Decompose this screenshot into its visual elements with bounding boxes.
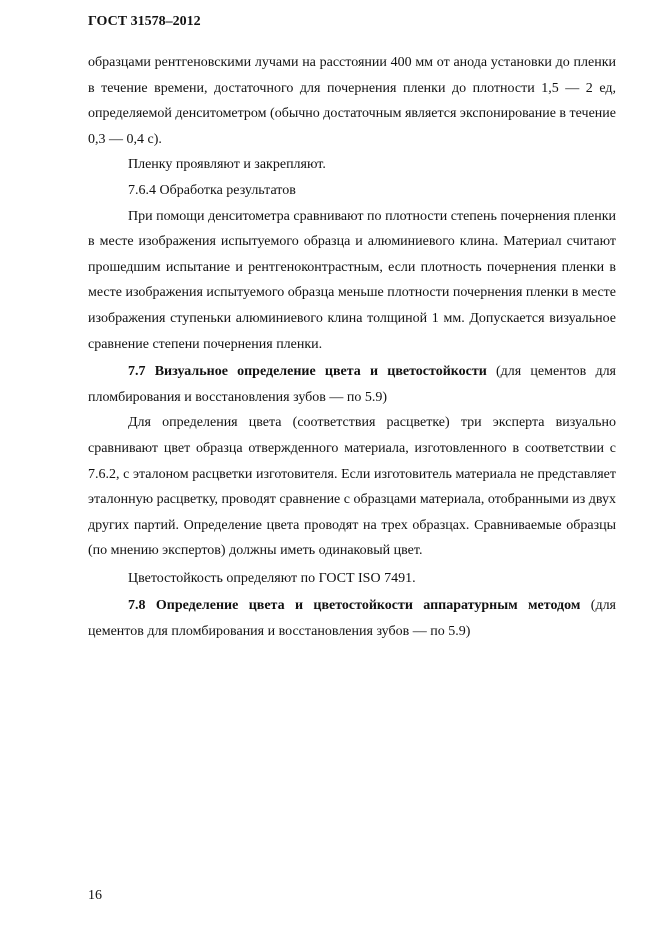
paragraph-exposure: образцами рентгеновскими лучами на расстоянии 400 мм от анода установки до пленки в течение времени, достаточного для почернения пленки до плотности 1,5 — 2 ед, определяемой денситометром (обычно достаточным является экспонирование в течение 0,3 — 0,4 с).	[88, 55, 616, 147]
page-number: 16	[88, 888, 102, 903]
section-7-8-title: 7.8 Определение цвета и цветостойкости аппаратурным методом	[128, 598, 581, 614]
document-header: ГОСТ 31578–2012	[88, 14, 201, 29]
subsection-title-7-6-4: 7.6.4 Обработка результатов	[128, 182, 296, 198]
paragraph-densitometer: При помощи денситометра сравнивают по плотности степень почернения пленки в месте изображения испытуемого образца и алюминиевого клина. Материал считают прошедшим испытание и рентгеноконтрастным, если плотность почернения пленки в месте изображения испытуемого образца меньше плотности почернения пленки в месте изображения ступеньки алюминиевого клина толщиной 1 мм. Допускается визуальное сравнение степени почернения пленки.	[88, 208, 616, 352]
paragraph-color-visual: Для определения цвета (соответствия расцветке) три эксперта визуально сравнивают цвет образца отвержденного материала, изготовленного в соответствии с 7.6.2, с эталоном расцветки изготовителя. Если изготовитель материала не представляет эталонную расцветку, проводят сравнение с образцами материала, отобранными из двух других партий. Определение цвета проводят на трех образцах. Сравниваемые образцы (по мнению экспертов) должны иметь одинаковый цвет.	[88, 415, 616, 559]
section-7-7	[88, 359, 616, 410]
paragraph-color-fastness: Цветостойкость определяют по ГОСТ ISO 7491.	[128, 570, 416, 586]
section-7-8	[88, 593, 616, 644]
section-7-7-title: 7.7 Визуальное определение цвета и цветостойкости	[128, 364, 487, 380]
paragraph-develop: Пленку проявляют и закрепляют.	[128, 157, 326, 173]
section-7-7-note: (для цементов для пломбирования и восстановления зубов — по 5.9)	[88, 364, 616, 405]
document-body	[88, 50, 616, 645]
section-7-8-note: (для цементов для пломбирования и восстановления зубов — по 5.9)	[88, 598, 616, 640]
